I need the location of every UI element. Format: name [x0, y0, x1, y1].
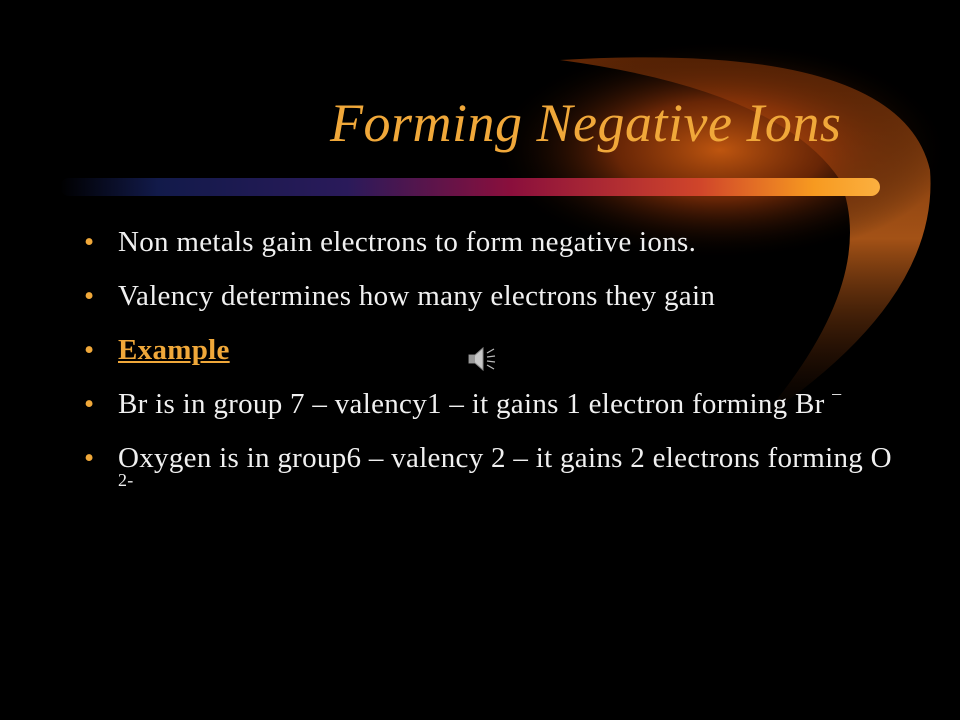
bullet-text: Valency determines how many electrons they gain: [118, 280, 716, 312]
ion-charge: 2-: [118, 470, 134, 490]
bullet-marker: •: [84, 226, 95, 258]
bullet-text: Oxygen is in group6 – valency 2 – it gains 2 electrons forming O: [118, 442, 892, 474]
ion-charge: –: [832, 383, 842, 403]
example-label: Example: [118, 334, 230, 366]
speaker-icon[interactable]: [465, 343, 497, 375]
bullet-item: [84, 383, 904, 421]
bullet-text: Non metals gain electrons to form negative ions.: [118, 226, 697, 258]
bullet-marker: •: [84, 334, 95, 366]
bullet-marker: •: [84, 442, 95, 474]
bullet-item: [84, 442, 904, 508]
bullet-marker: •: [84, 388, 95, 420]
bullet-list: [84, 226, 904, 529]
bullet-marker: •: [84, 280, 95, 312]
slide-title: Forming Negative Ions: [330, 93, 842, 153]
bullet-item: [84, 226, 904, 259]
bullet-item: [84, 280, 904, 313]
bullet-text: Br is in group 7 – valency1 – it gains 1 electron forming Br: [118, 388, 833, 420]
